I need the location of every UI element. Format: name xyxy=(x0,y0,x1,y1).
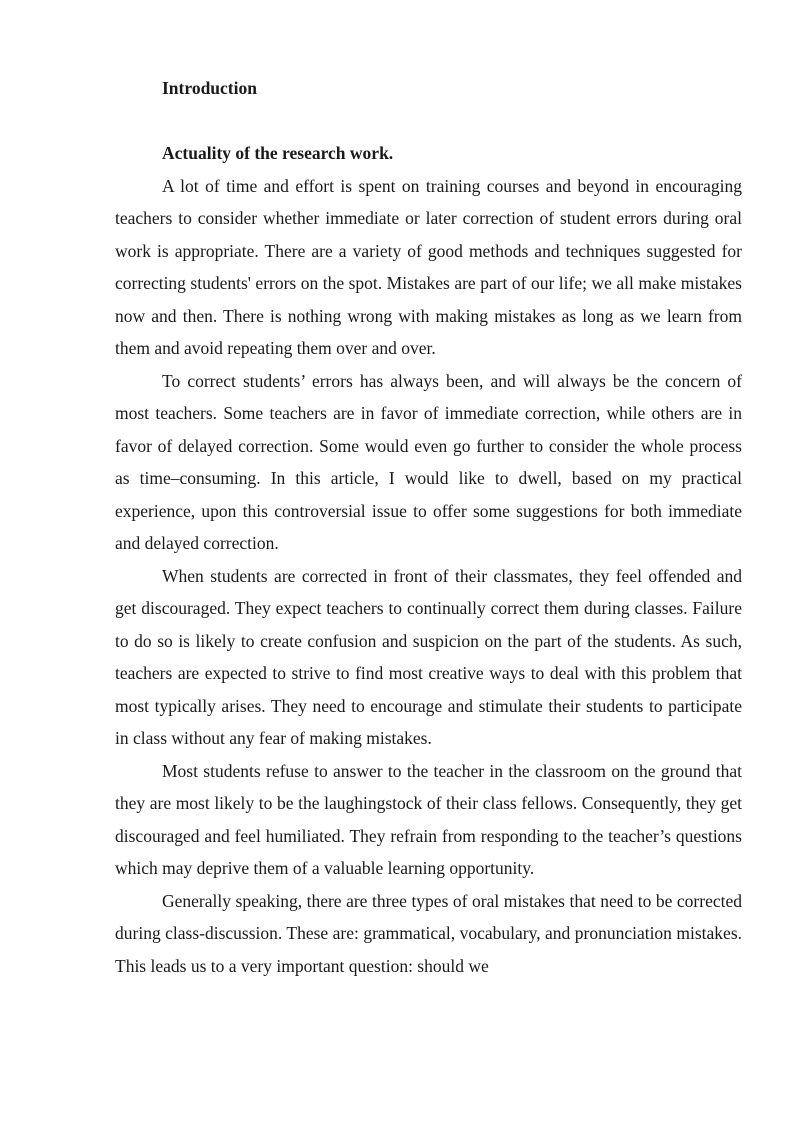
section-heading-introduction: Introduction xyxy=(162,78,257,98)
paragraph: To correct students’ errors has always been, and will always be the concern of most teachers. Some teachers are in favor of immediate correction, while others are in favor of delayed correction. Some would even go further to consider the whole process as time–consuming. In this article, I would like to dwell, based on my practical experience, upon this controversial issue to offer some suggestions for both immediate and delayed correction. xyxy=(115,370,742,553)
paragraph: A lot of time and effort is spent on training courses and beyond in encouraging teachers to consider whether immediate or later correction of student errors during oral work is appropriate. There are a variety of good methods and techniques suggested for correcting students' errors on the spot. Mistakes are part of our life; we all make mistakes now and then. There is nothing wrong with making mistakes as long as we learn from them and avoid repeating them over and over. xyxy=(115,175,742,358)
paragraph: Most students refuse to answer to the teacher in the classroom on the ground that they are most likely to be the laughingstock of their class fellows. Consequently, they get discouraged and feel humiliated. They refrain from responding to the teacher’s questions which may deprive them of a valuable learning opportunity. xyxy=(115,760,742,878)
paragraph: When students are corrected in front of their classmates, they feel offended and get discouraged. They expect teachers to continually correct them during classes. Failure to do so is likely to create confusion and suspicion on the part of the students. As such, teachers are expected to strive to find most creative ways to deal with this problem that most typically arises. They need to encourage and stimulate their students to participate in class without any fear of making mistakes. xyxy=(115,565,742,748)
subsection-heading-actuality: Actuality of the research work. xyxy=(162,143,394,163)
paragraph: Generally speaking, there are three types of oral mistakes that need to be corrected during class-discussion. These are: grammatical, vocabulary, and pronunciation mistakes. This leads us to a very important question: should we xyxy=(115,890,742,976)
page-body xyxy=(115,72,742,982)
